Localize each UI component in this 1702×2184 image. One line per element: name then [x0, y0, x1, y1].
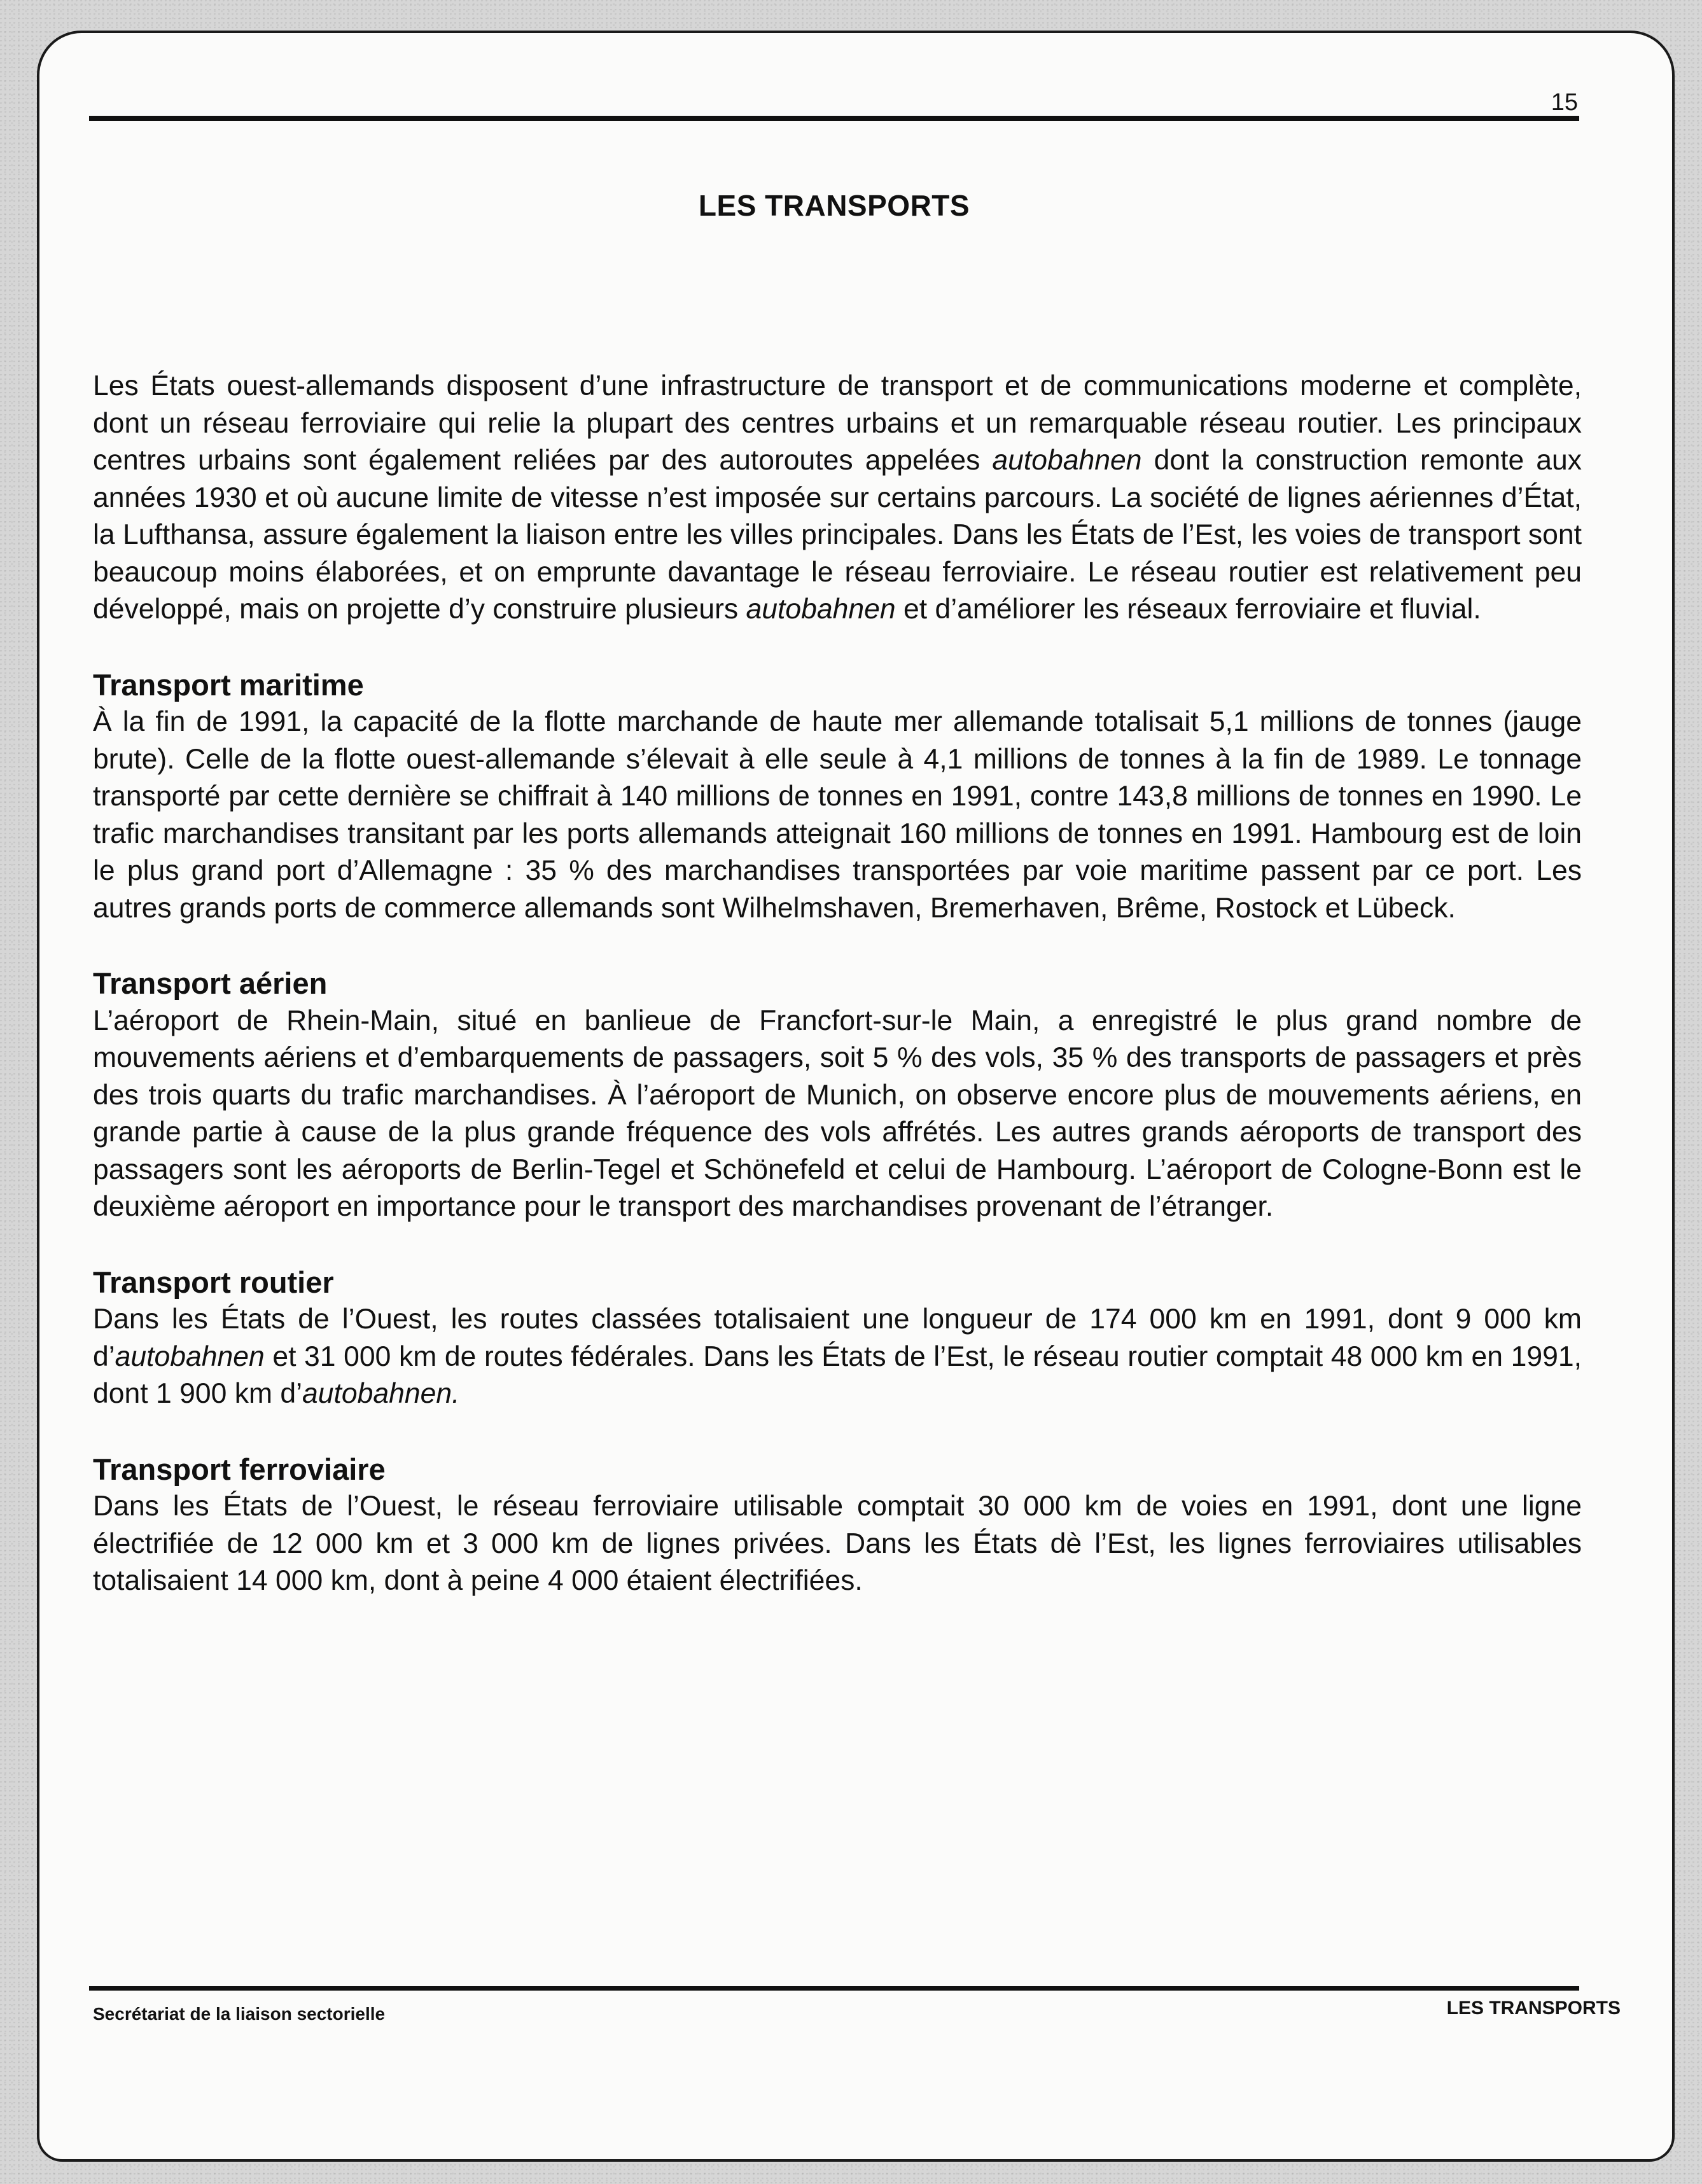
- section-body-maritime: À la fin de 1991, la capacité de la flotte marchande de haute mer allemande totalisait 5,1 millions de tonnes (jauge brute). Celle de la flotte ouest-allemande s’élevait à elle seule à 4,1 millions de tonnes à la fin de 1989. Le tonnage transporté par cette dernière se chiffrait à 140 millions de tonnes en 1991, contre 143,8 millions de tonnes en 1990. Le trafic marchandises transitant par les ports allemands atteignait 160 millions de tonnes en 1991. Hambourg est de loin le plus grand port d’Allemagne : 35 % des marchandises transportées par voie maritime passent par ce port. Les autres grands ports de commerce allemands sont Wilhelmshaven, Bremerhaven, Brême, Rostock et Lübeck.: [93, 706, 1582, 924]
- intro-text-1: Les États ouest-allemands disposent d’une infrastructure de transport et de communications moderne et complète, dont un réseau ferroviaire qui relie la plupart des centres urbains et un remarquable réseau routier. Les principaux centres urbains sont également reliées par des autoroutes appelées: [93, 370, 1582, 476]
- routier-text-2: et 31 000 km de routes fédérales. Dans les États de l’Est, le réseau routier comptait 48 000 km en 1991, dont 1 900 km d’: [93, 1340, 1582, 1409]
- routier-italic-1: autobahnen: [115, 1340, 265, 1372]
- routier-text-1: Dans les États de l’Ouest, les routes classées totalisaient une longueur de 174 000 km en 1991, dont 9 000 km d’: [93, 1304, 1582, 1372]
- section-body-routier: [93, 1301, 1582, 1413]
- section-heading-aerien: Transport aérien: [93, 966, 328, 1000]
- section-heading-ferroviaire: Transport ferroviaire: [93, 1452, 386, 1486]
- intro-text-3: et d’améliorer les réseaux ferroviaire et fluvial.: [895, 594, 1481, 625]
- footer-right-text: LES TRANSPORTS: [1446, 1998, 1621, 2019]
- section-body-ferroviaire: Dans les États de l’Ouest, le réseau ferroviaire utilisable comptait 30 000 km de voies en 1991, dont une ligne électrifiée de 12 000 km et 3 000 km de lignes privées. Dans les États dè l’Est, les lignes ferroviaires utilisables totalisaient 14 000 km, dont à peine 4 000 étaient électrifiées.: [93, 1491, 1582, 1596]
- section-body-aerien: L’aéroport de Rhein-Main, situé en banlieue de Francfort-sur-le Main, a enregistré le plus grand nombre de mouvements aériens et d’embarquements de passagers, soit 5 % des vols, 35 % des transports de passagers et près des trois quarts du trafic marchandises. À l’aéroport de Munich, on observe encore plus de mouvements aériens, en grande partie à cause de la plus grande fréquence des vols affrétés. Les autres grands aéroports de transport des passagers sont les aéroports de Berlin-Tegel et Schönefeld et celui de Hambourg. L’aéroport de Cologne-Bonn est le deuxième aéroport en importance pour le transport des marchandises provenant de l’étranger.: [93, 1005, 1582, 1222]
- header-rule: [89, 116, 1579, 121]
- footer-left-text: Secrétariat de la liaison sectorielle: [93, 2004, 386, 2024]
- section-routier: [93, 1264, 1582, 1413]
- intro-text-2: dont la construction remonte aux années 1930 et où aucune limite de vitesse n’est imposée sur certains parcours. La société de lignes aériennes d’État, la Lufthansa, assure également la liaison entre les villes principales. Dans les États de l’Est, les voies de transport sont beaucoup moins élaborées, et on emprunte davantage le réseau ferroviaire. Le réseau routier est relativement peu développé, mais on projette d’y construire plusieurs: [93, 445, 1582, 625]
- section-maritime: [93, 667, 1582, 928]
- main-content: [93, 368, 1582, 1638]
- section-aerien: [93, 965, 1582, 1226]
- section-heading-routier: Transport routier: [93, 1265, 334, 1299]
- page-title: LES TRANSPORTS: [698, 189, 970, 222]
- section-heading-maritime: Transport maritime: [93, 667, 364, 702]
- intro-paragraph: [93, 368, 1582, 629]
- section-ferroviaire: [93, 1451, 1582, 1600]
- intro-italic-1: autobahnen: [992, 445, 1142, 476]
- routier-italic-2: autobahnen.: [302, 1378, 460, 1409]
- footer-rule: [89, 1986, 1579, 1991]
- page-number: 15: [1551, 89, 1578, 116]
- intro-italic-2: autobahnen: [746, 594, 896, 625]
